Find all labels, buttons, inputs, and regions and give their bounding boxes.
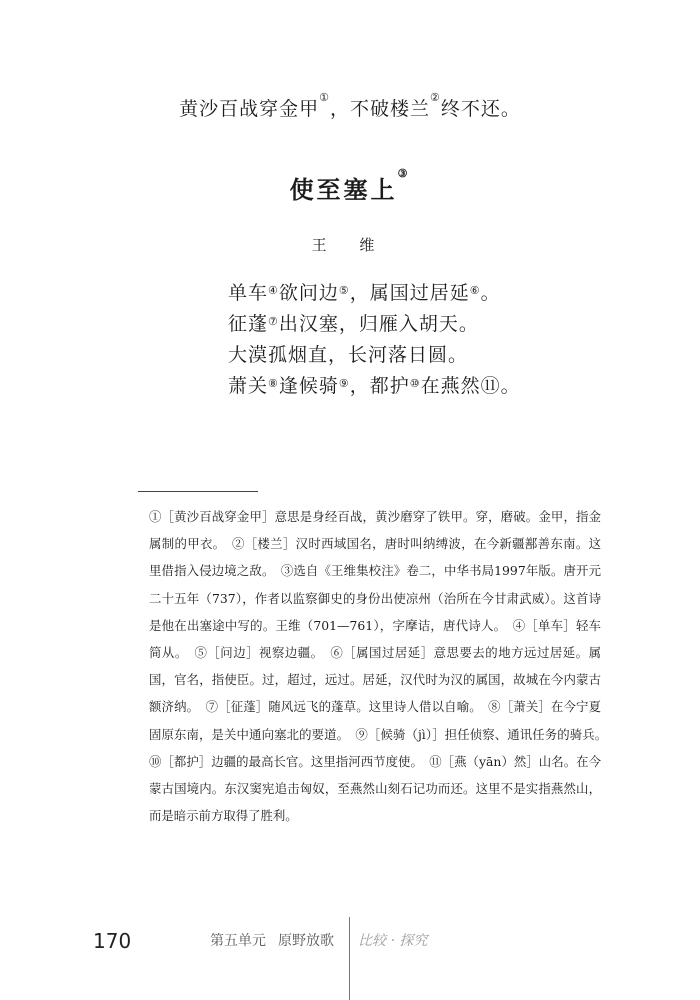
line-text: 终不还。 <box>440 98 521 120</box>
previous-poem-line <box>0 91 700 121</box>
poem-body <box>228 278 521 402</box>
unit-title: 原野放歌 <box>278 933 334 949</box>
footnote-marker: ① <box>319 91 330 104</box>
footnotes: ①［黄沙百战穿金甲］意思是身经百战，黄沙磨穿了铁甲。穿，磨破。金甲，指金属制的甲衣。 ②［楼兰］汉时西域国名，唐时叫纳缚波，在今新疆鄯善东南。这里借指入侵边境之敌。 ③选自《王维集校注》卷二，中华书局1997年版。唐开元二十五年（737），作者以监察御史的身份出使凉州（治所在今甘肃武威）。这首诗是他在出塞途中写的。王维（701—761），字摩诘，唐代诗人。 ④［单车］轻车简从。 ⑤［问边］视察边疆。 ⑥［属国过居延］意思要去的地方远过居延。属国，官名，指使臣。过，超过，远过。居延，汉代时为汉的属国，故城在今内蒙古额济纳。 ⑦［征蓬］随风远飞的蓬草。这里诗人借以自喻。 ⑧［萧关］在今宁夏固原东南，是关中通向塞北的要道。 ⑨［候骑（jì）］担任侦察、通讯任务的骑兵。 ⑩［都护］边疆的最高长官。这里指河西节度使。 ⑪［燕（yān）然］山名。在今蒙古国境内。东汉窦宪追击匈奴，至燕然山刻石记功而还。这里不是实指燕然山，而是暗示前方取得了胜利。 <box>149 509 614 824</box>
poem-line: 萧关⑧逢候骑⑨，都护⑩在燕然⑪。 <box>228 375 521 397</box>
unit-number: 第五单元 <box>210 933 266 949</box>
footnote-divider <box>138 491 258 492</box>
poem-author: 王 维 <box>311 236 389 254</box>
unit-label <box>210 930 346 950</box>
line-text: 黄沙百战穿金甲 <box>179 98 320 120</box>
section-label: 比较 · 探究 <box>358 933 428 949</box>
poem-line: 单车④欲问边⑤，属国过居延⑥。 <box>228 282 501 304</box>
footnote-marker: ② <box>430 91 441 104</box>
page-number: 170 <box>93 929 132 953</box>
poem-line: 征蓬⑦出汉塞，归雁入胡天。 <box>228 313 479 335</box>
footnote-marker: ③ <box>397 167 411 180</box>
poem-line: 大漠孤烟直，长河落日圆。 <box>228 344 469 366</box>
line-text: ，不破楼兰 <box>329 98 430 120</box>
footer-divider <box>349 917 350 1000</box>
poem-title <box>0 167 700 205</box>
poem-title-text: 使至塞上 <box>289 175 398 204</box>
